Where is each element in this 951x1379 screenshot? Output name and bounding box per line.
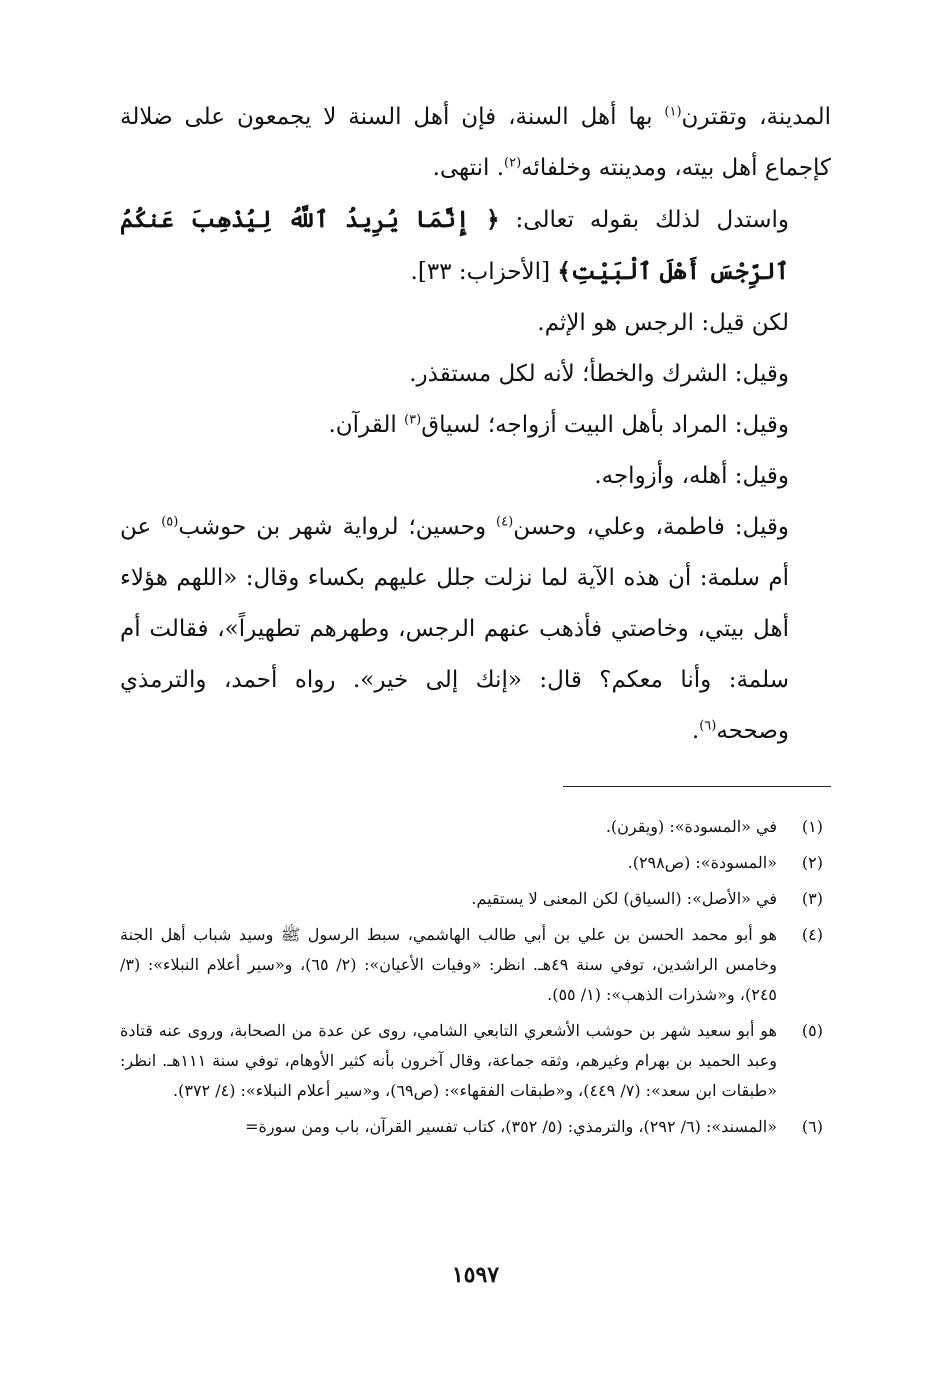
text-segment: وحسين؛ لرواية شهر بن حوشب: [178, 514, 497, 540]
footnote-text: هو أبو سعيد شهر بن حوشب الأشعري التابعي الشامي، روى عن عدة من الصحابة، وروى عنه قتادة وعبد الحميد بن بهرام وغيرهم، وثقه جماعة، وقال آخرون بأنه كثير الأوهام، توفي سنة ١١١هـ. انظر: «طبقات ابن سعد»: (٧/ ٤٤٩)، و«طبقات الفقهاء»: (ص٦٩)، و«سير أعلام النبلاء»: (٤/ ٣٧٢).: [120, 1021, 778, 1100]
paragraph-6: وقيل: أهله، وأزواجه.: [594, 463, 789, 489]
footnote-text: في «المسودة»: (ويقرن).: [605, 817, 777, 836]
text-segment: المدينة، وتقترن: [681, 104, 831, 130]
text-segment: القرآن.: [328, 412, 405, 438]
footnote-1: [120, 812, 823, 842]
paragraph-4: وقيل: الشرك والخطأ؛ لأنه لكل مستقذر.: [409, 361, 789, 387]
footnote-ref-2[interactable]: (٢): [504, 155, 522, 171]
footnote-4: [120, 920, 823, 1010]
text-segment: وقيل: فاطمة، وعلي، وحسن: [513, 514, 789, 540]
footnote-number: (٣): [801, 889, 823, 908]
text-segment: واستدل لذلك بقوله تعالى:: [499, 207, 789, 233]
text-segment: عن أم سلمة: أن هذه الآية لما نزلت جلل عليهم بكساء وقال: «اللهم هؤلاء أهل بيتي، وخاصتي فأذهب عنهم الرجس، وطهرهم تطهيراً»، فقالت أم سلمة: وأنا معكم؟ قال: «إنك إلى خير». رواه أحمد، والترمذي وصححه: [120, 514, 789, 744]
text-segment: وقيل: المراد بأهل البيت أزواجه؛ لسياق: [421, 412, 789, 438]
footnote-number: (٦): [801, 1117, 823, 1136]
quran-verse: ﴿ إِنَّمَا يُرِيدُ ٱللَّهُ لِيُذْهِبَ عَنكُمُ ٱلرِّجْسَ أَهْلَ ٱلْبَيْتِ﴾: [120, 206, 789, 285]
paragraph-1: [120, 92, 831, 194]
paragraph-3: لكن قيل: الرجس هو الإثم.: [537, 310, 789, 336]
footnote-5: [120, 1016, 823, 1106]
main-text: [120, 92, 831, 757]
footnote-ref-6[interactable]: (٦): [699, 718, 717, 734]
footnote-number: (٢): [801, 853, 823, 872]
footnote-number: (٥): [801, 1021, 823, 1040]
footnotes: [120, 812, 823, 1148]
paragraph-2: [120, 194, 831, 298]
footnote-ref-1[interactable]: (١): [664, 104, 682, 120]
text-segment: بها أهل السنة، فإن أهل السنة لا يجمعون على ضلالة كإجماع أهل بيته، ومدينته وخلفائه: [120, 104, 831, 181]
footnote-number: (١): [801, 817, 823, 836]
footnote-ref-5[interactable]: (٥): [161, 514, 179, 530]
footnote-text: في «الأصل»: (السياق) لكن المعنى لا يستقيم.: [471, 889, 777, 908]
footnote-3: [120, 884, 823, 914]
footnote-text: «المسودة»: (ص٢٩٨).: [627, 853, 777, 872]
footnote-2: [120, 848, 823, 878]
footnote-ref-3[interactable]: (٣): [404, 412, 422, 428]
text-segment: . انتهى.: [432, 155, 504, 181]
footnote-separator: [563, 786, 831, 787]
page-number: ١٥٩٧: [451, 1262, 500, 1288]
paragraph-5: [120, 400, 831, 451]
footnote-ref-4[interactable]: (٤): [496, 514, 514, 530]
text-segment: .: [691, 718, 700, 744]
footnote-text: «المسند»: (٦/ ٢٩٢)، والترمذي: (٥/ ٣٥٢)، كتاب تفسير القرآن، باب ومن سورة=: [245, 1117, 777, 1136]
footnote-text: هو أبو محمد الحسن بن علي بن أبي طالب الهاشمي، سبط الرسول ﷺ وسيد شباب أهل الجنة وخامس الراشدين، توفي سنة ٤٩هـ. انظر: «وفيات الأعيان»: (٢/ ٦٥)، و«سير أعلام النبلاء»: (٣/ ٢٤٥)، و«شذرات الذهب»: (١/ ٥٥).: [120, 925, 778, 1004]
footnote-number: (٤): [801, 925, 823, 944]
verse-reference: [الأحزاب: ٣٣].: [410, 259, 558, 285]
footnote-6: [120, 1112, 823, 1142]
paragraph-7: [120, 502, 831, 757]
